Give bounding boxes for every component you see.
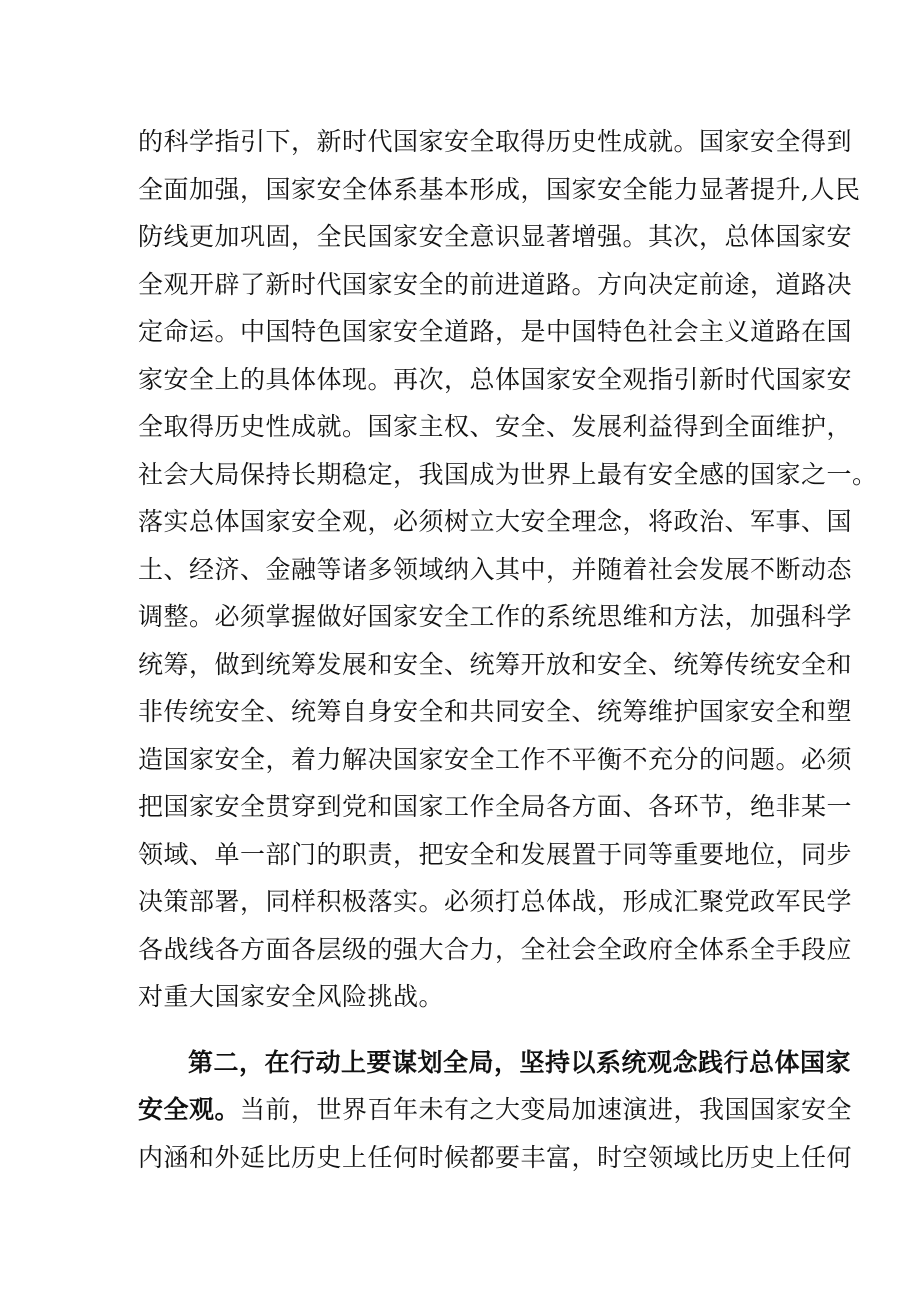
text-line: 把国家安全贯穿到党和国家工作全局各方面、各环节，绝非某一	[138, 792, 853, 821]
paragraph-1	[138, 118, 878, 1021]
text-line: 各战线各方面各层级的强大合力，全社会全政府全体系全手段应	[138, 934, 853, 964]
text-line: 社会大局保持长期稳定，我国成为世界上最有安全感的国家之一。	[138, 459, 878, 489]
section-heading-line: 第二，在行动上要谋划全局，坚持以系统观念践行总体国家	[188, 1047, 852, 1077]
text-line: 防线更加巩固，全民国家安全意识显著增强。其次，总体国家安	[138, 222, 853, 251]
text-line: 内涵和外延比历史上任何时候都要丰富，时空领域比历史上任何	[138, 1142, 853, 1172]
text-line: 全面加强，国家安全体系基本形成，国家安全能力显著提升,人民	[138, 174, 861, 204]
text-line: 家安全上的具体体现。再次，总体国家安全观指引新时代国家安	[138, 364, 853, 394]
paragraph-2	[138, 1039, 853, 1182]
text-line: 非传统安全、统筹自身安全和共同安全、统筹维护国家安全和塑	[138, 697, 853, 726]
text-run: 当前，世界百年未有之大变局加速演进，我国国家安全	[240, 1095, 853, 1124]
text-line: 对重大国家安全风险挑战。	[138, 982, 445, 1011]
text-line: 调整。必须掌握做好国家安全工作的系统思维和方法，加强科学	[138, 602, 853, 631]
text-line: 落实总体国家安全观，必须树立大安全理念，将政治、军事、国	[138, 507, 853, 536]
text-line: 的科学指引下，新时代国家安全取得历史性成就。国家安全得到	[138, 127, 853, 156]
text-line: 造国家安全，着力解决国家安全工作不平衡不充分的问题。必须	[138, 744, 853, 774]
text-line	[138, 1086, 853, 1134]
text-line: 领域、单一部门的职责，把安全和发展置于同等重要地位，同步	[138, 839, 853, 869]
text-line: 全取得历史性成就。国家主权、安全、发展利益得到全面维护，	[138, 412, 853, 441]
paragraph-spacer	[138, 1021, 818, 1039]
section-heading-tail: 安全观。	[138, 1095, 241, 1124]
text-line: 定命运。中国特色国家安全道路，是中国特色社会主义道路在国	[138, 317, 853, 346]
text-line: 统筹，做到统筹发展和安全、统筹开放和安全、统筹传统安全和	[138, 649, 853, 679]
text-line: 土、经济、金融等诸多领域纳入其中，并随着社会发展不断动态	[138, 554, 853, 584]
text-line: 全观开辟了新时代国家安全的前进道路。方向决定前途，道路决	[138, 269, 853, 299]
text-line: 决策部署，同样积极落实。必须打总体战，形成汇聚党政军民学	[138, 887, 853, 916]
document-body	[138, 118, 878, 1181]
